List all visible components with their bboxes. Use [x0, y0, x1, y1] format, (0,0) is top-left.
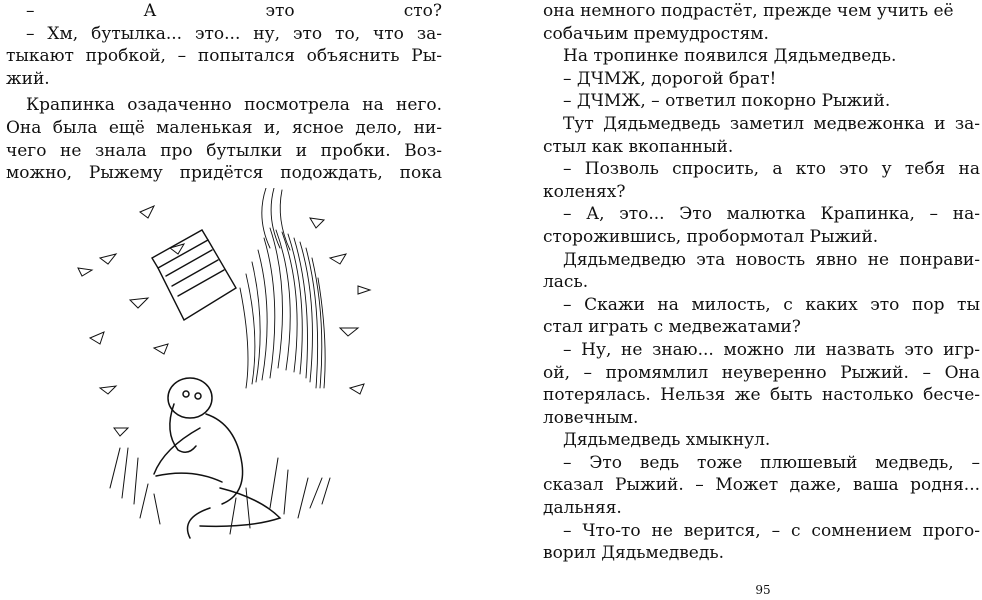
text-line: потерялась. Нельзя же быть настолько бесче-	[543, 385, 980, 406]
text-line: – Ну, не знаю... можно ли назвать это игр-	[563, 339, 980, 360]
text-line: Она была ещё маленькая и, ясное дело, ни-	[6, 117, 442, 138]
text-line: ворил Дядьмедведь.	[543, 543, 724, 564]
text-line: – А, это... Это малютка Крапинка, – на-	[563, 204, 980, 225]
text-line: Дядьмедведю эта новость явно не понрави-	[563, 249, 980, 270]
text-line: – Скажи на милость, с каких это пор ты	[563, 294, 980, 315]
text-line: коленях?	[543, 181, 626, 202]
text-line: сказал Рыжий. – Может даже, ваша родня...	[543, 475, 980, 496]
text-line: – А это сто?	[26, 1, 442, 21]
text-line: Тут Дядьмедведь заметил медвежонка и за-	[563, 113, 980, 134]
text-line: – ДЧМЖ, – ответил покорно Рыжий.	[563, 91, 891, 112]
text-line: жий.	[6, 68, 50, 89]
text-line: – Позволь спросить, а кто это у тебя на	[563, 159, 980, 180]
text-line: можно, Рыжему придётся подождать, пока	[6, 163, 442, 184]
hatching	[78, 206, 370, 436]
text-line: На тропинке появился Дядьмедведь.	[563, 46, 897, 67]
text-line: дальняя.	[543, 498, 622, 519]
text-line: – Это ведь тоже плюшевый медведь, –	[563, 452, 980, 473]
text-line: – Что-то не верится, – с сомнением прого-	[563, 520, 980, 541]
text-line: ой, – промямлил неуверенно Рыжий. – Она	[543, 362, 980, 383]
text-line: сторожившись, пробормотал Рыжий.	[543, 226, 879, 247]
right-page-text	[543, 0, 980, 565]
text-line: она немного подрастёт, прежде чем учить её	[543, 1, 954, 21]
illustration	[70, 188, 382, 548]
ink-sketch	[78, 188, 370, 538]
dog-figure	[154, 378, 280, 538]
text-line: ловечным.	[543, 407, 639, 428]
text-line: собачьим премудростям.	[543, 23, 769, 44]
text-line: чего не знала про бутылки и пробки. Воз-	[6, 140, 442, 161]
book-shape	[152, 230, 236, 320]
page-number: 95	[755, 583, 771, 597]
text-line: Крапинка озадаченно посмотрела на него.	[26, 95, 442, 116]
text-line: стал играть с медвежатами?	[543, 317, 801, 338]
text-line: – ДЧМЖ, дорогой брат!	[563, 68, 777, 89]
text-line: Дядьмедведь хмыкнул.	[563, 430, 771, 451]
grass	[110, 448, 330, 534]
text-line: стыл как вкопанный.	[543, 136, 734, 157]
text-line: тыкают пробкой, – попытался объяснить Ры-	[6, 46, 442, 67]
left-page-text	[6, 0, 442, 185]
text-line: – Хм, бутылка... это... ну, это то, что за-	[26, 23, 442, 44]
text-line: лась.	[543, 272, 589, 293]
